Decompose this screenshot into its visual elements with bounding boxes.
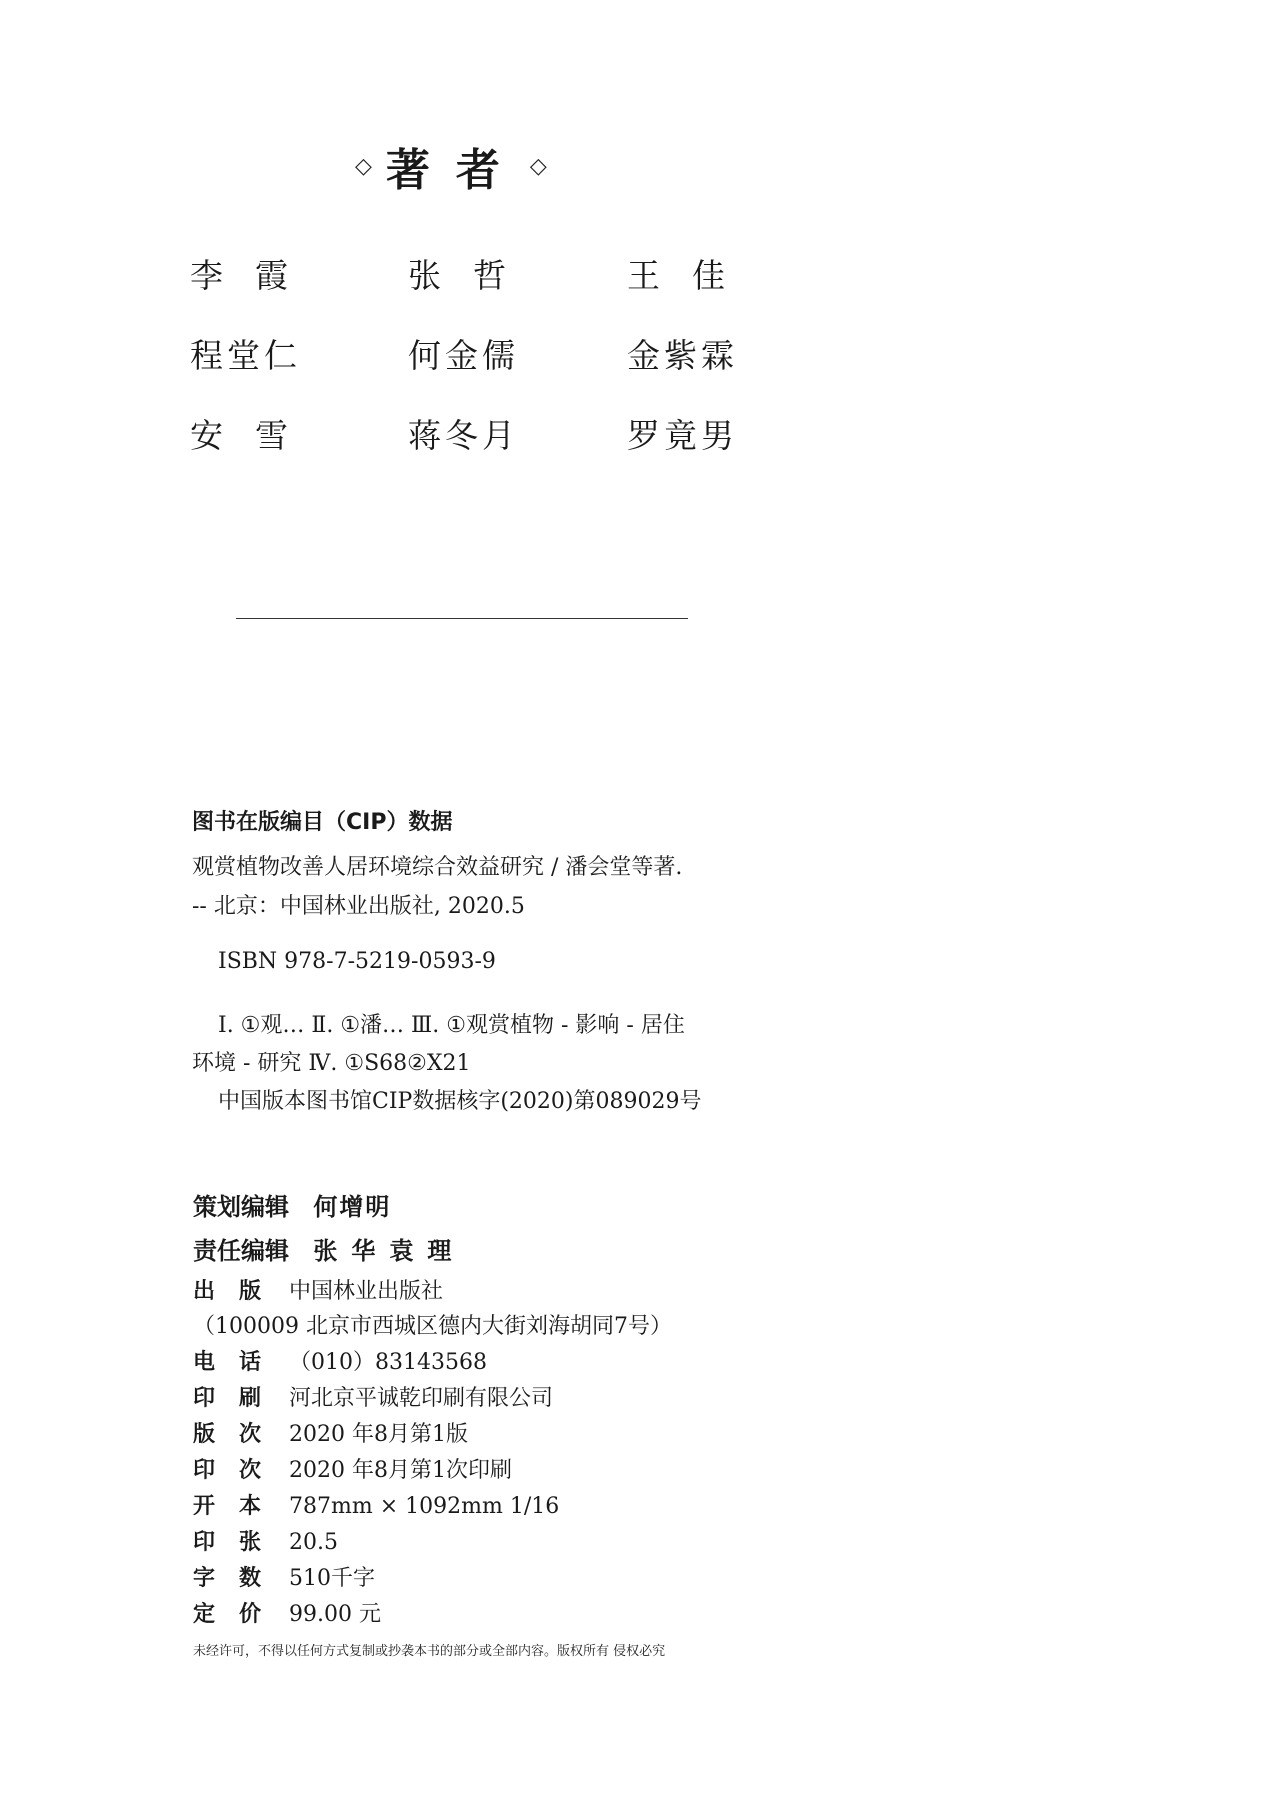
planning-editor-label: 策划编辑 xyxy=(193,1193,289,1221)
info-value: 中国林业出版社 xyxy=(289,1279,444,1304)
info-label: 版次 xyxy=(193,1422,286,1447)
info-row-format xyxy=(193,1489,559,1520)
info-label: 印张 xyxy=(193,1530,286,1555)
author-name: 王佳 xyxy=(627,256,757,295)
cip-record-number: 中国版本图书馆CIP数据核字(2020)第089029号 xyxy=(218,1089,702,1114)
cip-classification-2: 环境 - 研究 Ⅳ. ①S68②X21 xyxy=(192,1051,471,1076)
copyright-notice: 未经许可，不得以任何方式复制或抄袭本书的部分或全部内容。版权所有 侵权必究 xyxy=(193,1644,666,1659)
divider xyxy=(236,618,688,619)
author-name: 李霞 xyxy=(190,256,320,295)
responsible-editor-value: 张华袁理 xyxy=(313,1237,466,1265)
info-row-price xyxy=(193,1597,381,1628)
info-label: 字数 xyxy=(193,1566,286,1591)
info-label: 印次 xyxy=(193,1458,286,1483)
responsible-editor-label: 责任编辑 xyxy=(193,1237,289,1265)
authors-title: 著者 xyxy=(385,145,526,196)
cip-isbn: ISBN 978-7-5219-0593-9 xyxy=(218,949,496,974)
cip-book-line: 观赏植物改善人居环境综合效益研究 / 潘会堂等著. xyxy=(192,855,683,880)
author-name: 金紫霖 xyxy=(627,336,738,375)
info-row-printer xyxy=(193,1381,553,1412)
info-row-phone xyxy=(193,1345,487,1376)
info-row-word-count xyxy=(193,1561,375,1592)
info-row-edition xyxy=(193,1417,468,1448)
info-value: （010）83143568 xyxy=(289,1350,487,1375)
info-value: 787mm × 1092mm 1/16 xyxy=(289,1494,560,1519)
info-value: 20.5 xyxy=(289,1530,338,1555)
author-name: 安雪 xyxy=(190,416,320,455)
info-row-printing xyxy=(193,1453,512,1484)
cip-publisher-line: -- 北京：中国林业出版社, 2020.5 xyxy=(192,894,525,919)
author-name: 何金儒 xyxy=(408,336,519,375)
info-row-address xyxy=(193,1309,672,1340)
diamond-icon: ◇ xyxy=(355,153,372,179)
planning-editor-value: 何增明 xyxy=(313,1193,392,1221)
info-row-sheets xyxy=(193,1525,338,1556)
info-label: 印刷 xyxy=(193,1386,286,1411)
cip-title: 图书在版编目（CIP）数据 xyxy=(192,810,453,835)
info-row-publisher xyxy=(193,1274,443,1305)
info-value: 99.00 元 xyxy=(289,1602,381,1627)
planning-editor xyxy=(193,1187,391,1222)
info-label: 定价 xyxy=(193,1602,286,1627)
info-label: 电话 xyxy=(193,1350,286,1375)
responsible-editor xyxy=(193,1231,465,1266)
info-value: 2020 年8月第1版 xyxy=(289,1422,468,1447)
cip-classification-1: Ⅰ. ①观… Ⅱ. ①潘… Ⅲ. ①观赏植物 - 影响 - 居住 xyxy=(218,1013,685,1038)
diamond-icon: ◇ xyxy=(529,153,547,179)
author-name: 程堂仁 xyxy=(190,336,301,375)
info-label: 开本 xyxy=(193,1494,286,1519)
info-value: 河北京平诚乾印刷有限公司 xyxy=(289,1386,554,1411)
info-value: 2020 年8月第1次印刷 xyxy=(289,1458,512,1483)
info-label: 出版 xyxy=(193,1279,286,1304)
author-name: 罗竟男 xyxy=(627,416,738,455)
info-value: 510千字 xyxy=(289,1566,375,1591)
author-name: 蒋冬月 xyxy=(408,416,519,455)
author-name: 张哲 xyxy=(408,256,538,295)
authors-heading xyxy=(355,138,547,194)
info-value: （100009 北京市西城区德内大街刘海胡同7号） xyxy=(193,1314,672,1339)
